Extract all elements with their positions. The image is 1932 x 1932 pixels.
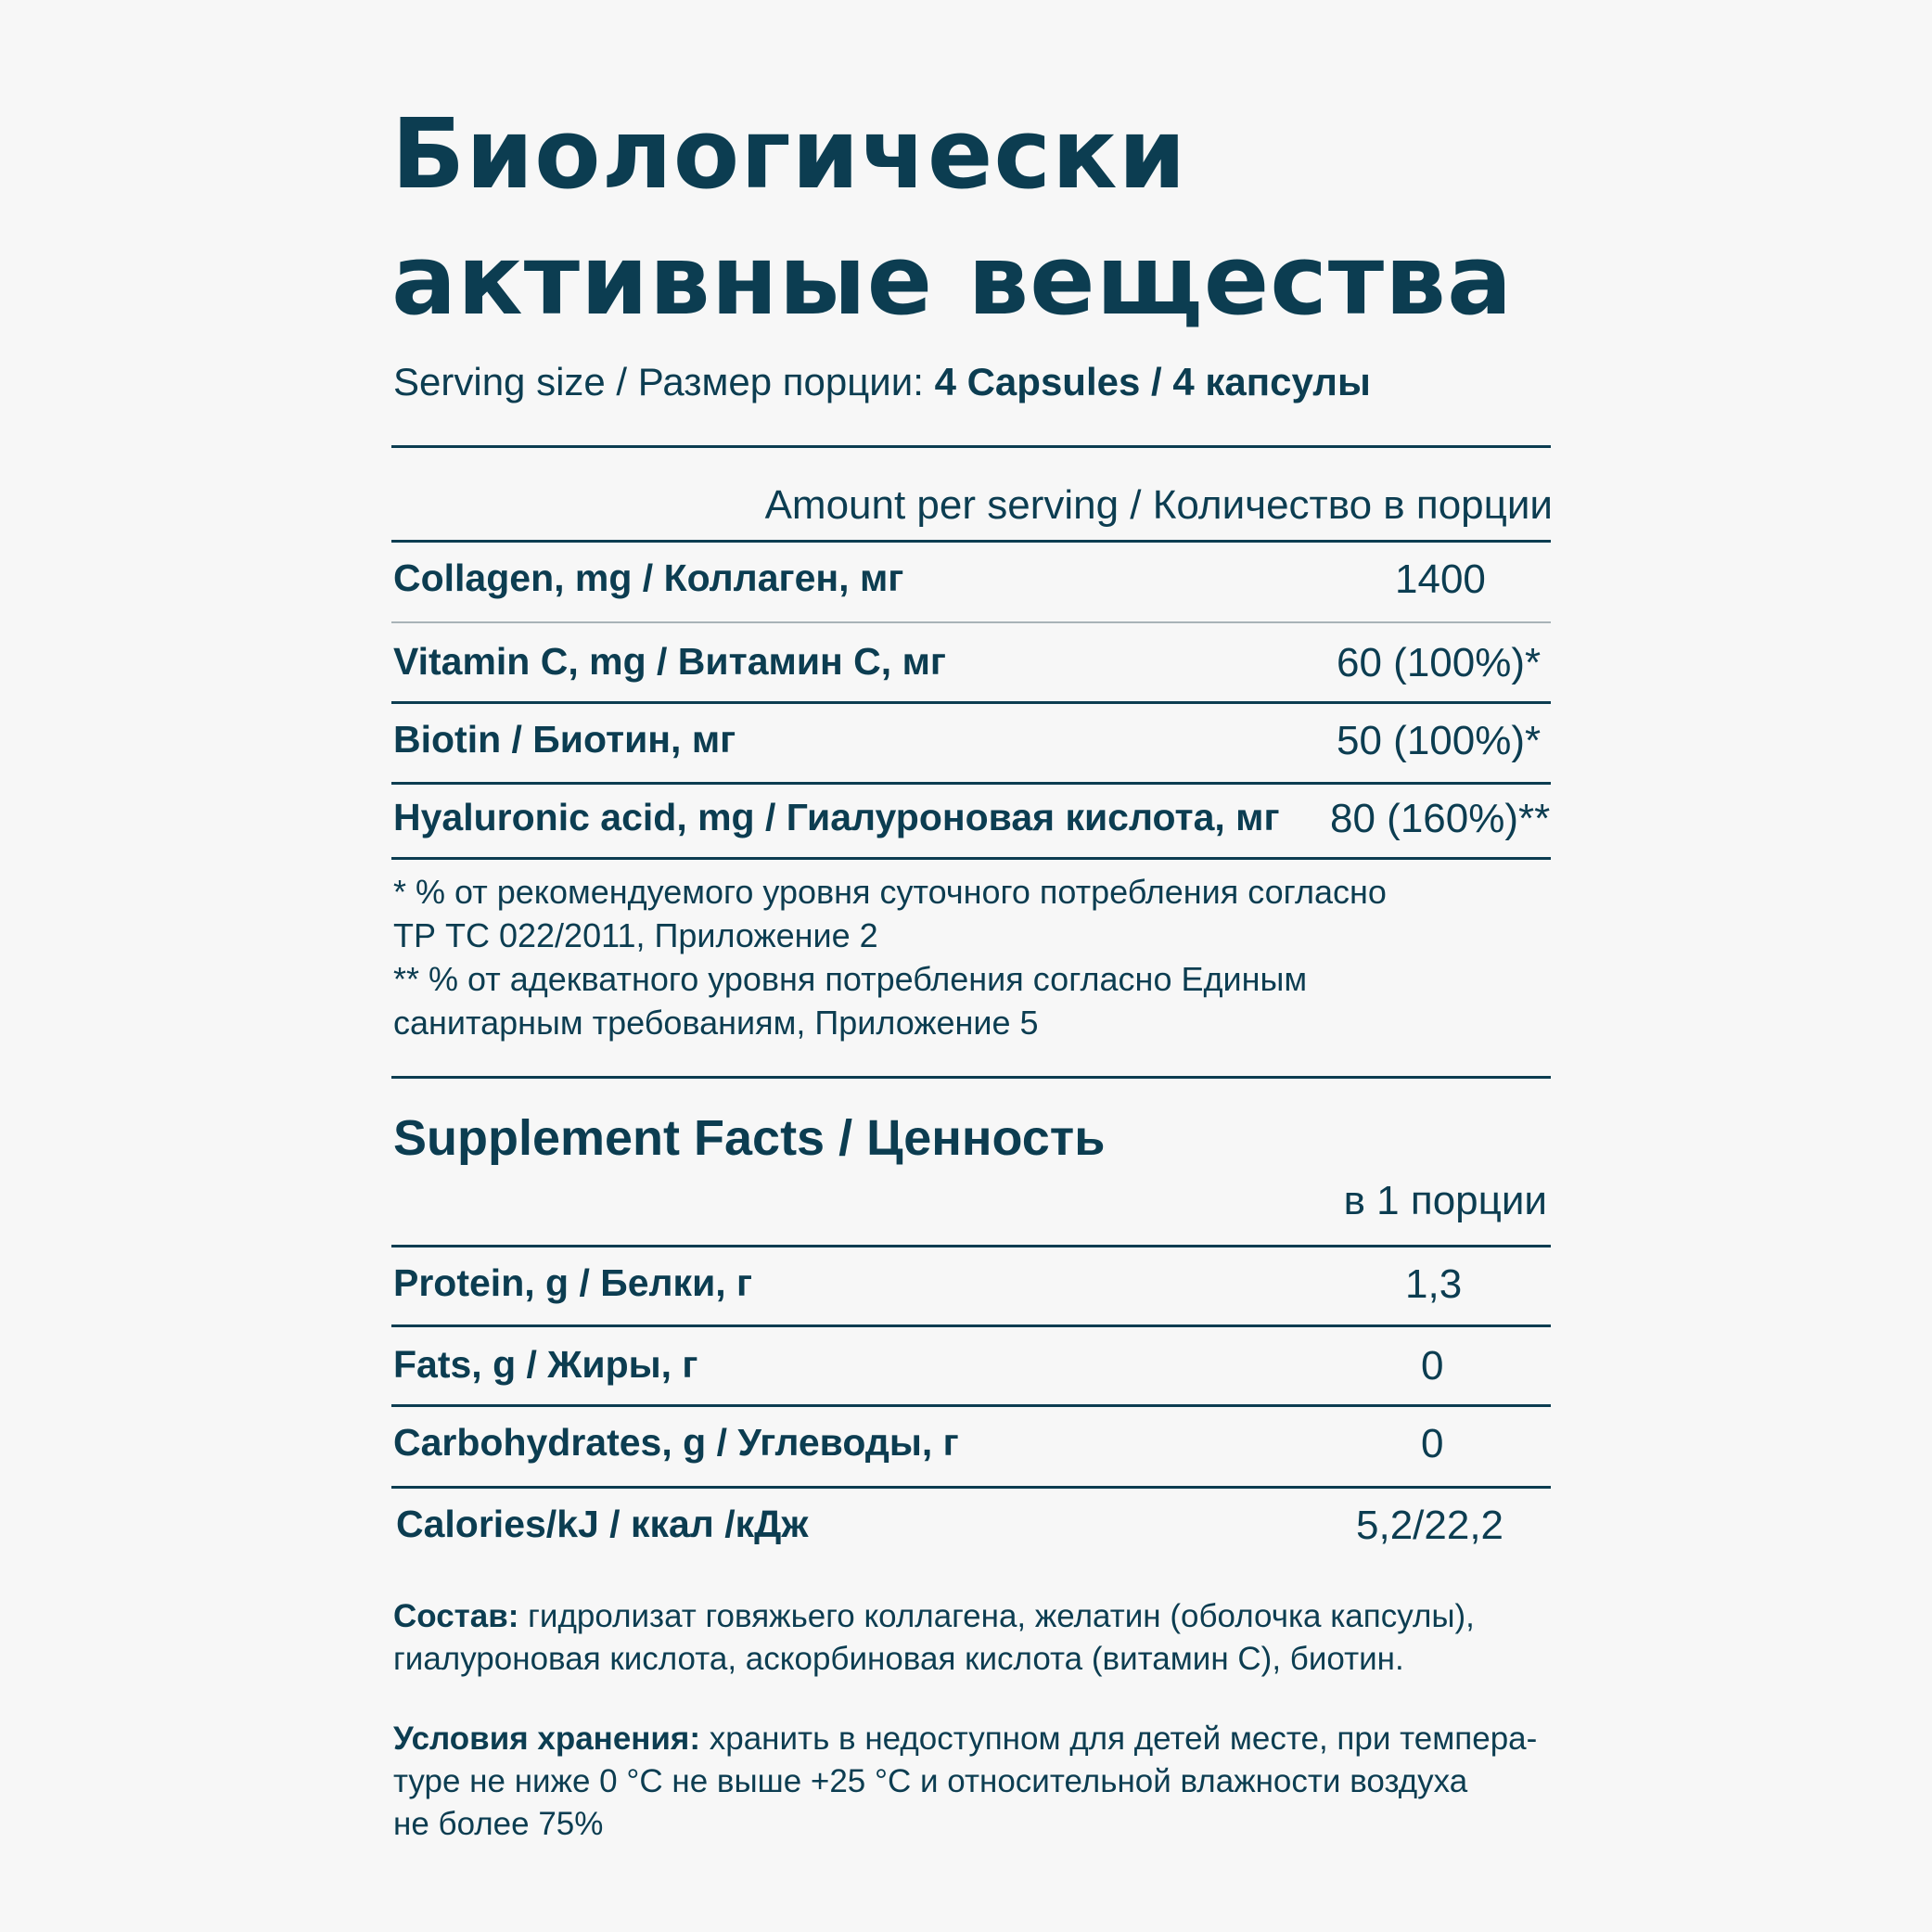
divider <box>391 701 1551 704</box>
active-row-vitamin-c <box>391 640 1553 696</box>
row-label: Carbohydrates, g / Углеводы, г <box>393 1421 959 1464</box>
storage-label: Условия хранения: <box>393 1721 701 1757</box>
row-label: Collagen, mg / Коллаген, мг <box>393 557 904 599</box>
facts-row-calories <box>391 1503 1553 1558</box>
composition-text: гиалуроновая кислота, аскорбиновая кислота (витамин С), биотин. <box>393 1641 1404 1677</box>
page-title <box>391 91 1513 343</box>
row-value: 5,2/22,2 <box>1356 1503 1504 1548</box>
active-row-biotin <box>391 718 1553 774</box>
row-value: 60 (100%)* <box>1337 640 1542 685</box>
divider <box>391 445 1551 448</box>
row-label: Vitamin C, mg / Витамин C, мг <box>393 640 946 683</box>
row-label: Protein, g / Белки, г <box>393 1261 753 1304</box>
row-value: 1400 <box>1395 557 1486 602</box>
divider <box>391 782 1551 785</box>
row-value: 80 (160%)** <box>1330 796 1551 841</box>
divider <box>391 1324 1551 1327</box>
storage-text: не более 75% <box>393 1806 604 1842</box>
footnote-line: ТР ТС 022/2011, Приложение 2 <box>393 916 878 954</box>
footnotes <box>393 870 1387 1044</box>
facts-row-protein <box>391 1261 1553 1317</box>
row-value: 50 (100%)* <box>1337 718 1542 763</box>
divider <box>391 540 1551 543</box>
divider <box>391 1076 1551 1079</box>
row-label: Hyaluronic acid, mg / Гиалуроновая кислота, мг <box>393 796 1280 838</box>
facts-row-fats <box>391 1343 1553 1399</box>
divider <box>391 621 1551 623</box>
serving-size-label: Serving size / Размер порции: <box>393 360 935 403</box>
active-row-collagen <box>391 557 1553 612</box>
storage-text: хранить в недоступном для детей месте, при темпера- <box>700 1721 1538 1757</box>
active-column-header: Amount per serving / Количество в порции <box>764 482 1553 528</box>
divider <box>391 1486 1551 1489</box>
title-line-2: активные вещества <box>391 224 1514 337</box>
row-label: Fats, g / Жиры, г <box>393 1343 698 1386</box>
facts-column-header: в 1 порции <box>1343 1178 1547 1223</box>
row-label: Biotin / Биотин, мг <box>393 718 736 761</box>
facts-row-carbohydrates <box>391 1421 1553 1477</box>
storage-text: туре не ниже 0 °С не выше +25 °С и относительной влажности воздуха <box>393 1763 1468 1799</box>
title-line-1: Биологически <box>391 97 1187 211</box>
composition-text: гидролизат говяжьего коллагена, желатин (оболочка капсулы), <box>518 1598 1475 1634</box>
row-label: Calories/kJ / ккал /кДж <box>396 1503 809 1545</box>
storage-conditions <box>393 1718 1537 1846</box>
serving-size-value: 4 Capsules / 4 капсулы <box>934 360 1371 403</box>
row-value: 0 <box>1421 1343 1444 1388</box>
footnote-line: ** % от адекватного уровня потребления согласно Единым <box>393 960 1308 998</box>
composition <box>393 1595 1475 1681</box>
divider <box>391 1404 1551 1407</box>
divider <box>391 1245 1551 1247</box>
footnote-line: * % от рекомендуемого уровня суточного потребления согласно <box>393 873 1387 911</box>
row-value: 1,3 <box>1405 1261 1463 1307</box>
footnote-line: санитарным требованиям, Приложение 5 <box>393 1004 1039 1042</box>
divider <box>391 857 1551 860</box>
supplement-facts-title: Supplement Facts / Ценность <box>393 1110 1106 1166</box>
active-row-hyaluronic-acid <box>391 796 1553 851</box>
serving-size <box>393 360 1371 404</box>
composition-label: Состав: <box>393 1598 519 1634</box>
row-value: 0 <box>1421 1421 1444 1466</box>
